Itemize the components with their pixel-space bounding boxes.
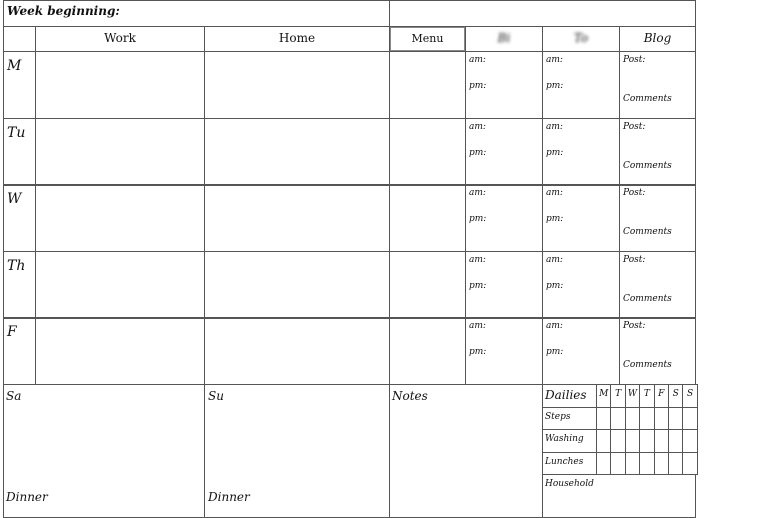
col5-pm-label: pm:	[546, 148, 564, 158]
dailies-checkbox-cell	[668, 452, 683, 476]
dailies-day-header: T	[615, 389, 622, 399]
dailies-checkbox-cell	[596, 407, 611, 431]
dailies-checkbox-cell	[596, 429, 611, 453]
dailies-checkbox-cell	[639, 429, 654, 453]
dailies-checkbox-cell	[610, 429, 625, 453]
col5-pm-label: pm:	[546, 281, 564, 291]
col4-am-label: am:	[469, 55, 486, 65]
dailies-checkbox-cell	[625, 407, 640, 431]
row-3-menu-cell	[389, 251, 466, 319]
col4-am-label: am:	[469, 122, 486, 132]
row-2-home-cell	[204, 184, 390, 252]
col4-pm-label: pm:	[469, 214, 487, 224]
sunday-dinner-label: Dinner	[208, 490, 250, 504]
dailies-row-label: Lunches	[545, 456, 584, 467]
row-2-work-cell	[35, 184, 205, 252]
dailies-checkbox-cell	[668, 429, 683, 453]
blog-post-label: Post:	[623, 122, 646, 132]
day-label: Th	[7, 258, 26, 274]
dailies-day-header: F	[658, 389, 665, 399]
col4-am-label: am:	[469, 321, 486, 331]
row-3-work-cell	[35, 251, 205, 319]
row-4-home-cell	[204, 317, 390, 385]
col5-pm-label: pm:	[546, 81, 564, 91]
col5-am-label: am:	[546, 122, 563, 132]
dailies-row-label: Washing	[545, 434, 584, 444]
dailies-day-header: S	[687, 389, 694, 399]
day-label: F	[7, 324, 17, 340]
dailies-day-header: M	[599, 389, 609, 399]
row-4-work-cell	[35, 317, 205, 385]
day-label: M	[7, 58, 22, 74]
col5-am-label: am:	[546, 255, 563, 265]
row-1-work-cell	[35, 118, 205, 186]
menu-column-header: Menu	[411, 32, 444, 45]
dailies-checkbox-cell	[682, 452, 697, 476]
blog-comments-label: Comments	[623, 94, 672, 104]
blog-comments-label: Comments	[623, 227, 672, 237]
col4-am-label: am:	[469, 255, 486, 265]
dailies-checkbox-cell	[596, 452, 611, 476]
row-0-menu-cell	[389, 51, 466, 119]
col4-pm-label: pm:	[469, 281, 487, 291]
home-column-header: Home	[278, 31, 316, 45]
row-4-menu-cell	[389, 317, 466, 385]
col5-am-label: am:	[546, 321, 563, 331]
col5-pm-label: pm:	[546, 347, 564, 357]
dailies-checkbox-cell	[639, 452, 654, 476]
dailies-checkbox-cell	[654, 429, 669, 453]
col4-am-label: am:	[469, 188, 486, 198]
saturday-dinner-label: Dinner	[6, 490, 48, 504]
row-1-menu-cell	[389, 118, 466, 186]
row-0-home-cell	[204, 51, 390, 119]
col4-pm-label: pm:	[469, 81, 487, 91]
dailies-checkbox-cell	[610, 407, 625, 431]
saturday-label: Sa	[6, 389, 22, 403]
title-extra-cell	[389, 0, 696, 27]
dailies-checkbox-cell	[654, 452, 669, 476]
blog-post-label: Post:	[623, 255, 646, 265]
row-2-menu-cell	[389, 184, 466, 252]
blog-post-label: Post:	[623, 321, 646, 331]
header-corner	[3, 26, 36, 52]
dailies-checkbox-cell	[625, 429, 640, 453]
row-0-work-cell	[35, 51, 205, 119]
col5-am-label: am:	[546, 55, 563, 65]
dailies-day-header: T	[643, 389, 650, 399]
dailies-title: Dailies	[545, 388, 587, 402]
blog-comments-label: Comments	[623, 294, 672, 304]
dailies-checkbox-cell	[668, 407, 683, 431]
dailies-checkbox-cell	[610, 452, 625, 476]
col5-pm-label: pm:	[546, 214, 564, 224]
blog-post-label: Post:	[623, 55, 646, 65]
row-1-home-cell	[204, 118, 390, 186]
dailies-checkbox-cell	[639, 407, 654, 431]
day-label: W	[7, 191, 22, 207]
dailies-row-label: Steps	[545, 411, 571, 422]
row-3-home-cell	[204, 251, 390, 319]
sunday-label: Su	[208, 389, 224, 403]
work-column-header: Work	[104, 31, 136, 45]
household-label: Household	[545, 479, 594, 489]
dailies-day-header: W	[627, 389, 638, 399]
dailies-checkbox-cell	[654, 407, 669, 431]
dailies-checkbox-cell	[682, 407, 697, 431]
dailies-day-header: S	[672, 389, 679, 399]
notes-cell	[389, 384, 543, 518]
column4-header: Bi	[497, 31, 511, 45]
col4-pm-label: pm:	[469, 148, 487, 158]
blog-comments-label: Comments	[623, 161, 672, 171]
notes-label: Notes	[392, 389, 428, 403]
col5-am-label: am:	[546, 188, 563, 198]
col4-pm-label: pm:	[469, 347, 487, 357]
blog-post-label: Post:	[623, 188, 646, 198]
day-label: Tu	[7, 125, 26, 141]
dailies-checkbox-cell	[682, 429, 697, 453]
column5-header: To	[573, 31, 589, 45]
dailies-checkbox-cell	[625, 452, 640, 476]
blog-column-header: Blog	[643, 31, 672, 45]
week-beginning-label: Week beginning:	[7, 4, 120, 18]
blog-comments-label: Comments	[623, 360, 672, 370]
